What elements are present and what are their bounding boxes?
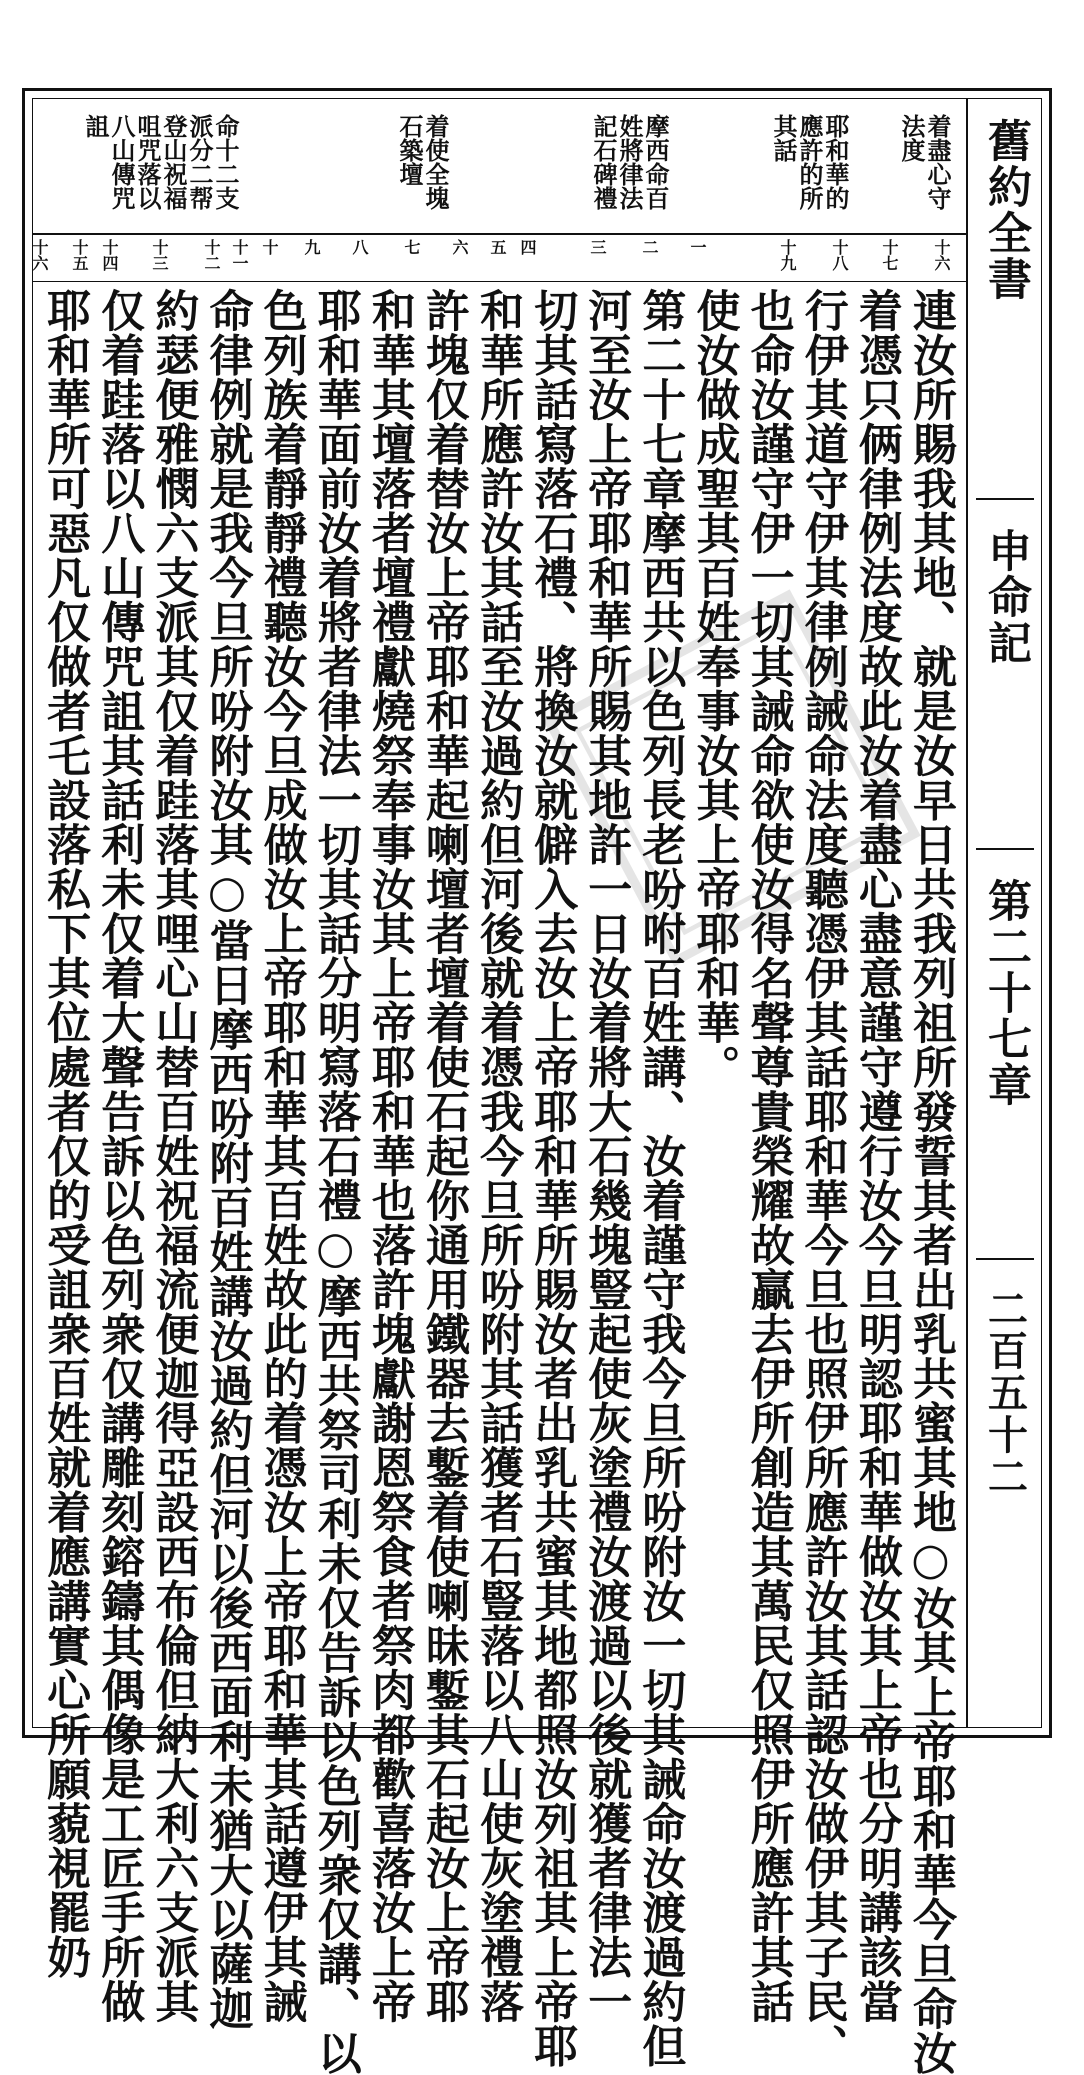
summary-item: 命十二支派分二帮登山祝福咀咒落以八山傳咒詛 — [81, 114, 240, 210]
verse-number: 十六 — [30, 239, 49, 271]
text-column: 命律例就是我今旦所吩附汝其○當日摩西吩附百姓講汝過約但河以後西面利未猶大以薩迦 — [201, 288, 253, 2031]
verse-number: 六 — [450, 239, 469, 255]
divider — [976, 1258, 1034, 1260]
chapter-summary — [32, 98, 968, 235]
text-column: 約瑟便雅憫六支派其仅着跬落其哩心山替百姓祝福流便迦得亞設西布倫但納大利六支派其 — [147, 288, 199, 2024]
text-column: 行伊其道守伊其律例誡命法度聽憑伊其話耶和華今旦也照伊所應許汝其話認汝做伊其子民、 — [796, 288, 848, 2068]
text-column: 切其話寫落石禮、將換汝就僻入去汝上帝耶和華所賜汝者出乳共蜜其地都照汝列祖其上帝耶 — [526, 288, 578, 2068]
book-title: 舊約全書 — [980, 118, 1031, 302]
divider — [976, 498, 1034, 500]
summary-item: 着使全塊石築壇 — [395, 114, 450, 210]
text-column: 和華其壇落者壇禮獻燒祭奉事汝其上帝耶和華也落許塊獻謝恩祭食者祭肉都歡喜落汝上帝 — [363, 288, 415, 2024]
text-column: 耶和華面前汝着將者律法一切其話分明寫落石禮○摩西共祭司利未仅告訴以色列衆仅講、以 — [309, 288, 361, 2075]
verse-number-row — [32, 235, 968, 282]
verse-number: 十八 — [830, 239, 849, 271]
text-column: 色列族着靜靜禮聽汝今旦成做汝上帝耶和華其百姓故此的着憑汝上帝耶和華其話遵伊其誡 — [255, 288, 307, 2024]
verse-number: 九 — [302, 239, 321, 255]
verse-number: 二 — [640, 239, 659, 255]
verse-number: 十七 — [880, 239, 899, 271]
page-number: 二百五十二 — [981, 1288, 1029, 1498]
verse-number: 十 — [260, 239, 279, 255]
verse-number: 十四 — [100, 239, 119, 271]
verse-number: 十三 — [150, 239, 169, 271]
book-section: 申命記 — [980, 528, 1031, 666]
text-column: 使汝做成聖其百姓奉事汝其上帝耶和華。 — [688, 288, 740, 1089]
verse-number: 七 — [402, 239, 421, 255]
verse-number: 四 — [518, 239, 537, 255]
summary-item: 着盡心守法度 — [897, 114, 952, 210]
text-column: 也命汝謹守伊一切其誡命欲使汝得名聲尊貴榮耀故贏去伊所創造其萬民仅照伊所應許其話 — [742, 288, 794, 2024]
text-column: 第二十七章摩西共以色列長老吩咐百姓講、汝着謹守我今旦所吩附汝一切其誡命汝渡過約但 — [634, 288, 686, 2068]
verse-number: 十九 — [778, 239, 797, 271]
summary-item: 耶和華的應許的所其話 — [769, 114, 850, 210]
text-column: 河至汝上帝耶和華所賜其地許一日汝着將大石幾塊豎起使灰塗禮汝渡過以後就獲者律法一 — [580, 288, 632, 2024]
verse-number: 十五 — [70, 239, 89, 271]
chapter-title: 第二十七章 — [980, 878, 1031, 1108]
verse-number: 三 — [588, 239, 607, 255]
verse-number: 十一 — [230, 239, 249, 271]
text-column: 着憑只俩律例法度故此汝着盡心盡意謹守遵行汝今旦明認耶和華做汝其上帝也分明講該當 — [850, 288, 902, 2024]
verse-number: 一 — [688, 239, 707, 255]
text-column: 和華所應許汝其話至汝過約但河後就着憑我今旦所吩附其話獲者石豎落以八山使灰塗禮落 — [472, 288, 524, 2024]
verse-number: 五 — [488, 239, 507, 255]
page — [22, 88, 1052, 2075]
scripture-body — [39, 288, 960, 2075]
verse-number: 八 — [350, 239, 369, 255]
text-column: 連汝所賜我其地、就是汝早日共我列祖所發誓其者出乳共蜜其地○汝其上帝耶和華今旦命汝 — [905, 288, 956, 2075]
verse-number: 十六 — [932, 239, 951, 271]
divider — [976, 848, 1034, 850]
running-head — [966, 98, 1042, 1728]
text-column: 仅着跬落以八山傳咒詛其話利未仅着大聲告訴以色列衆仅講雕刻鎔鑄其偶像是工匠手所做 — [93, 288, 145, 2024]
text-column: 許塊仅着替汝上帝耶和華起喇壇者壇着使石起你通用鐵器去鏨着使喇昧鏨其石起汝上帝耶 — [417, 288, 469, 2024]
text-column: 耶和華所可惡凡仅做者乇設落私下其位處者仅的受詛衆百姓就着應講實心所願藐視罷奶 — [39, 288, 91, 1979]
verse-number: 十二 — [202, 239, 221, 271]
summary-item: 摩西命百姓將律法記石碑禮 — [589, 114, 670, 210]
